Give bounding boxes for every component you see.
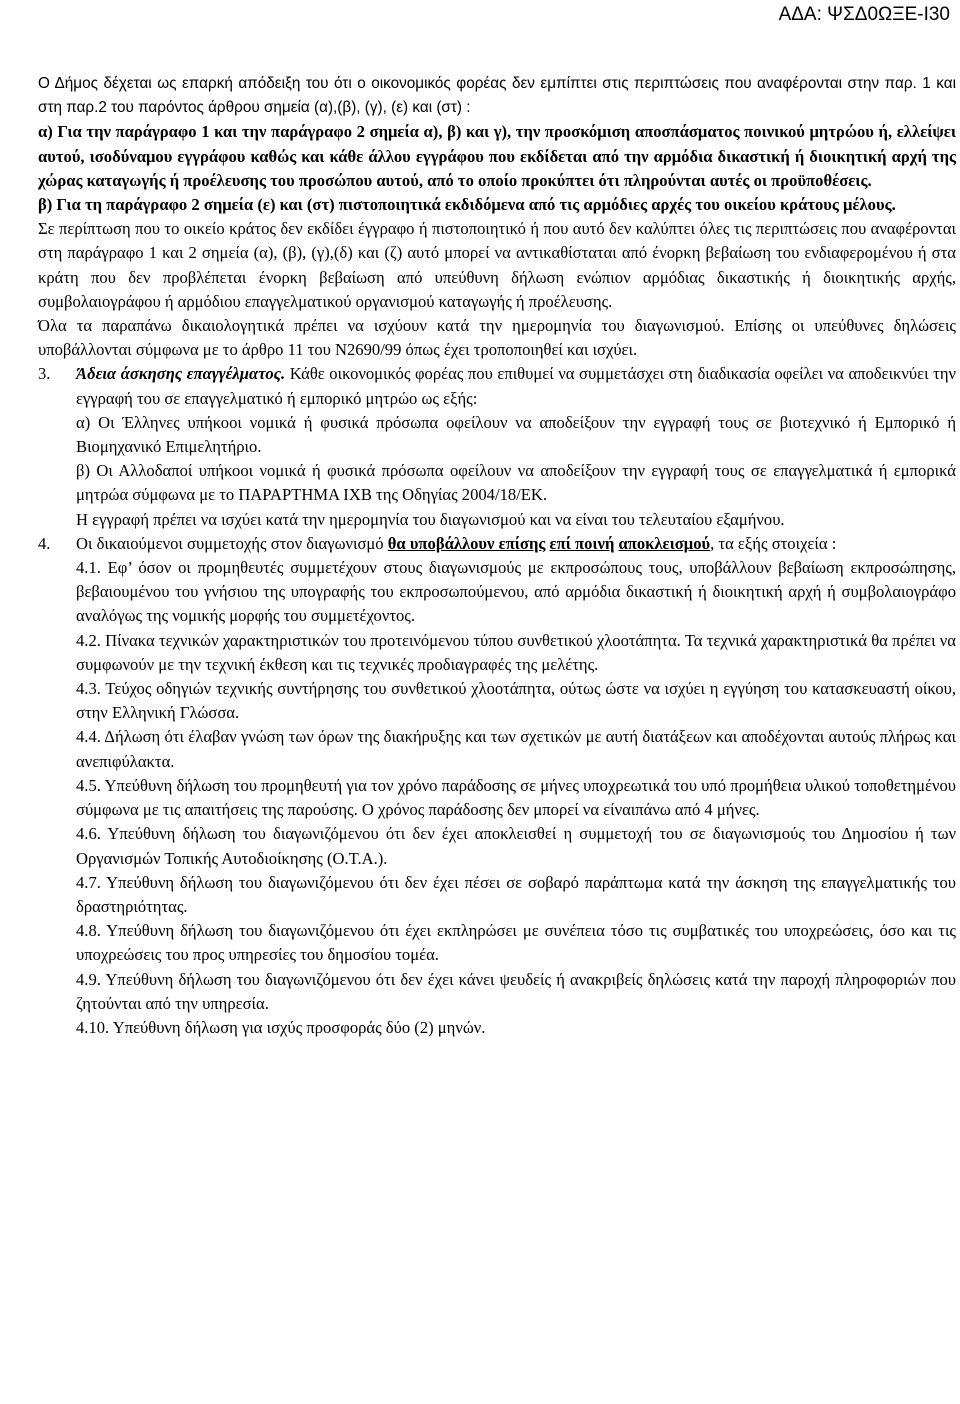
section-4-pre: Οι δικαιούμενοι συμμετοχής στον διαγωνισμό	[76, 533, 388, 553]
ada-code: ΑΔΑ: ΨΣΔ0ΩΞΕ-Ι30	[778, 4, 950, 25]
item-4-3: 4.3. Τεύχος οδηγιών τεχνικής συντήρησης του συνθετικού χλοοτάπητα, ούτως ώστε να ισχύει η εγγύηση του κατασκευαστή οίκου, στην Ελληνική Γλώσσα.	[76, 679, 956, 723]
item-4-10: 4.10. Υπεύθυνη δήλωση για ισχύς προσφοράς δύο (2) μηνών.	[76, 1017, 486, 1037]
section-3-c: Η εγγραφή πρέπει να ισχύει κατά την ημερομηνία του διαγωνισμού και να είναι του τελευταίου εξαμήνου.	[76, 509, 785, 529]
paragraph-substitute: Σε περίπτωση που το οικείο κράτος δεν εκδίδει έγγραφο ή πιστοποιητικό ή που αυτό δεν καλύπτει όλες τις περιπτώσεις που αναφέρονται στη παράγραφο 1 και 2 σημεία (α), (β), (γ),(δ) και (ζ) αυτό μπορεί να αντικαθίσταται από ένορκη βεβαίωση του ενδιαφερομένου ή στα κράτη που δεν προβλέπεται ένορκη βεβαίωση από υπεύθυνη δήλωση ενώπιον αρμόδιας δικαστικής ή διοικητικής αρχής, συμβολαιογράφου ή αρμόδιου επαγγελματικού οργανισμού καταγωγής ή προέλευσης.	[38, 219, 956, 311]
item-4-2: 4.2. Πίνακα τεχνικών χαρακτηριστικών του προτεινόμενου τύπου συνθετικού χλοοτάπητα. Τα τεχνικά χαρακτηριστικά θα πρέπει να συμφωνούν με την τεχνική έκθεση και τις τεχνικές προδιαγραφές της μελέτης.	[76, 630, 956, 674]
section-3	[38, 362, 956, 410]
section-4-underline-2: επί ποινή	[549, 533, 615, 553]
section-4-underline-1: θα υποβάλλουν επίσης	[387, 533, 546, 553]
section-3-a: α) Οι Έλληνες υπήκοοι νομικά ή φυσικά πρόσωπα οφείλουν να αποδείξουν την εγγραφή τους σε βιοτεχνικό ή Εμπορικό ή Βιομηχανικό Επιμελητήριο.	[76, 412, 956, 457]
paragraph-a: α) Για την παράγραφο 1 και την παράγραφο 2 σημεία α), β) και γ), την προσκόμιση αποσπάσματος ποινικού μητρώου ή, ελλείψει αυτού, ισοδύναμου εγγράφου καθώς και κάθε άλλου εγγράφου που εκδίδεται από την αρμόδια δικαστική ή διοικητική αρχή της χώρας καταγωγής ή προέλευσης του προσώπου αυτού, από το οποίο προκύπτει ότι πληρούνται αυτές οι προϋποθέσεις.	[38, 122, 956, 190]
section-3-number: 3.	[38, 364, 51, 384]
section-4-underline-3: αποκλεισμού	[618, 533, 711, 553]
section-4	[38, 532, 956, 556]
item-4-5: 4.5. Υπεύθυνη δήλωση του προμηθευτή για τον χρόνο παράδοσης σε μήνες υποχρεωτικά του υπό προμήθεια υλικού τοποθετημένου σύμφωνα με τις απαιτήσεις της παρούσης. Ο χρόνος παράδοσης δεν μπορεί να είναιπάνω από 4 μήνες.	[76, 775, 956, 820]
item-4-9: 4.9. Υπεύθυνη δήλωση του διαγωνιζόμενου ότι δεν έχει κάνει ψευδείς ή ανακριβείς δηλώσεις κατά την παροχή πληροφοριών που ζητούνται από την υπηρεσία.	[76, 969, 956, 1013]
section-3-text: Κάθε οικονομικός φορέας που επιθυμεί να συμμετάσχει στη διαδικασία οφείλει να αποδεικνύει την εγγραφή του σε επαγγελματικό ή εμπορικό μητρώο ως εξής:	[76, 364, 956, 408]
paragraph-b: β) Για τη παράγραφο 2 σημεία (ε) και (στ) πιστοποιητικά εκδιδόμενα από τις αρμόδιες αρχές του οικείου κράτους μέλους.	[38, 195, 896, 215]
section-4-number: 4.	[38, 533, 51, 553]
item-4-8: 4.8. Υπεύθυνη δήλωση του διαγωνιζόμενου ότι έχει εκπληρώσει με συνέπεια τόσο τις συμβατικές του υποχρεώσεις, όσο και τις υποχρεώσεις του προς υπηρεσίες του δημοσίου τομέα.	[76, 921, 956, 965]
section-4-post: , τα εξής στοιχεία :	[710, 533, 837, 553]
section-3-b: β) Οι Αλλοδαποί υπήκοοι νομικά ή φυσικά πρόσωπα οφείλουν να αποδείξουν την εγγραφή τους σε επαγγελματικά ή εμπορικά μητρώα σύμφωνα με το ΠΑΡΑΡΤΗΜΑ ΙΧΒ της Οδηγίας 2004/18/ΕΚ.	[76, 461, 956, 505]
document-body	[38, 72, 956, 1040]
paragraph-validity: Όλα τα παραπάνω δικαιολογητικά πρέπει να ισχύουν κατά την ημερομηνία του διαγωνισμού. Επίσης οι υπεύθυνες δηλώσεις υποβάλλονται σύμφωνα με το άρθρο 11 του Ν2690/99 όπως έχει τροποποιηθεί και ισχύει.	[38, 316, 956, 360]
paragraph-intro: Ο Δήμος δέχεται ως επαρκή απόδειξη του ότι ο οικονομικός φορέας δεν εμπίπτει στις περιπτώσεις που αναφέρονται στην παρ. 1 και στη παρ.2 του παρόντος άρθρου σημεία (α),(β), (γ), (ε) και (στ) :	[38, 75, 956, 117]
item-4-7: 4.7. Υπεύθυνη δήλωση του διαγωνιζόμενου ότι δεν έχει πέσει σε σοβαρό παράπτωμα κατά την άσκηση της επαγγελματικής του δραστηριότητας.	[76, 872, 956, 916]
item-4-4: 4.4. Δήλωση ότι έλαβαν γνώση των όρων της διακήρυξης και των σχετικών με αυτή διατάξεων και αποδέχονται αυτούς πλήρως και ανεπιφύλακτα.	[76, 727, 956, 771]
item-4-1: 4.1. Εφ’ όσον οι προμηθευτές συμμετέχουν στους διαγωνισμούς με εκπροσώπους τους, υποβάλλουν βεβαίωση εκπροσώπησης, βεβαιουμένου του γνήσιου της υπογραφής του εκπροσωπούμενου, από αρμόδια δικαστική ή διοικητική αρχή ή συμβολαιογράφο αναλόγως της νομικής μορφής του συμμετέχοντος.	[76, 558, 956, 626]
section-3-title: Άδεια άσκησης επαγγέλματος.	[76, 364, 286, 384]
item-4-6: 4.6. Υπεύθυνη δήλωση του διαγωνιζόμενου ότι δεν έχει αποκλεισθεί η συμμετοχή του σε διαγωνισμούς του Δημοσίου ή των Οργανισμών Τοπικής Αυτοδιοίκησης (Ο.Τ.Α.).	[76, 824, 956, 868]
